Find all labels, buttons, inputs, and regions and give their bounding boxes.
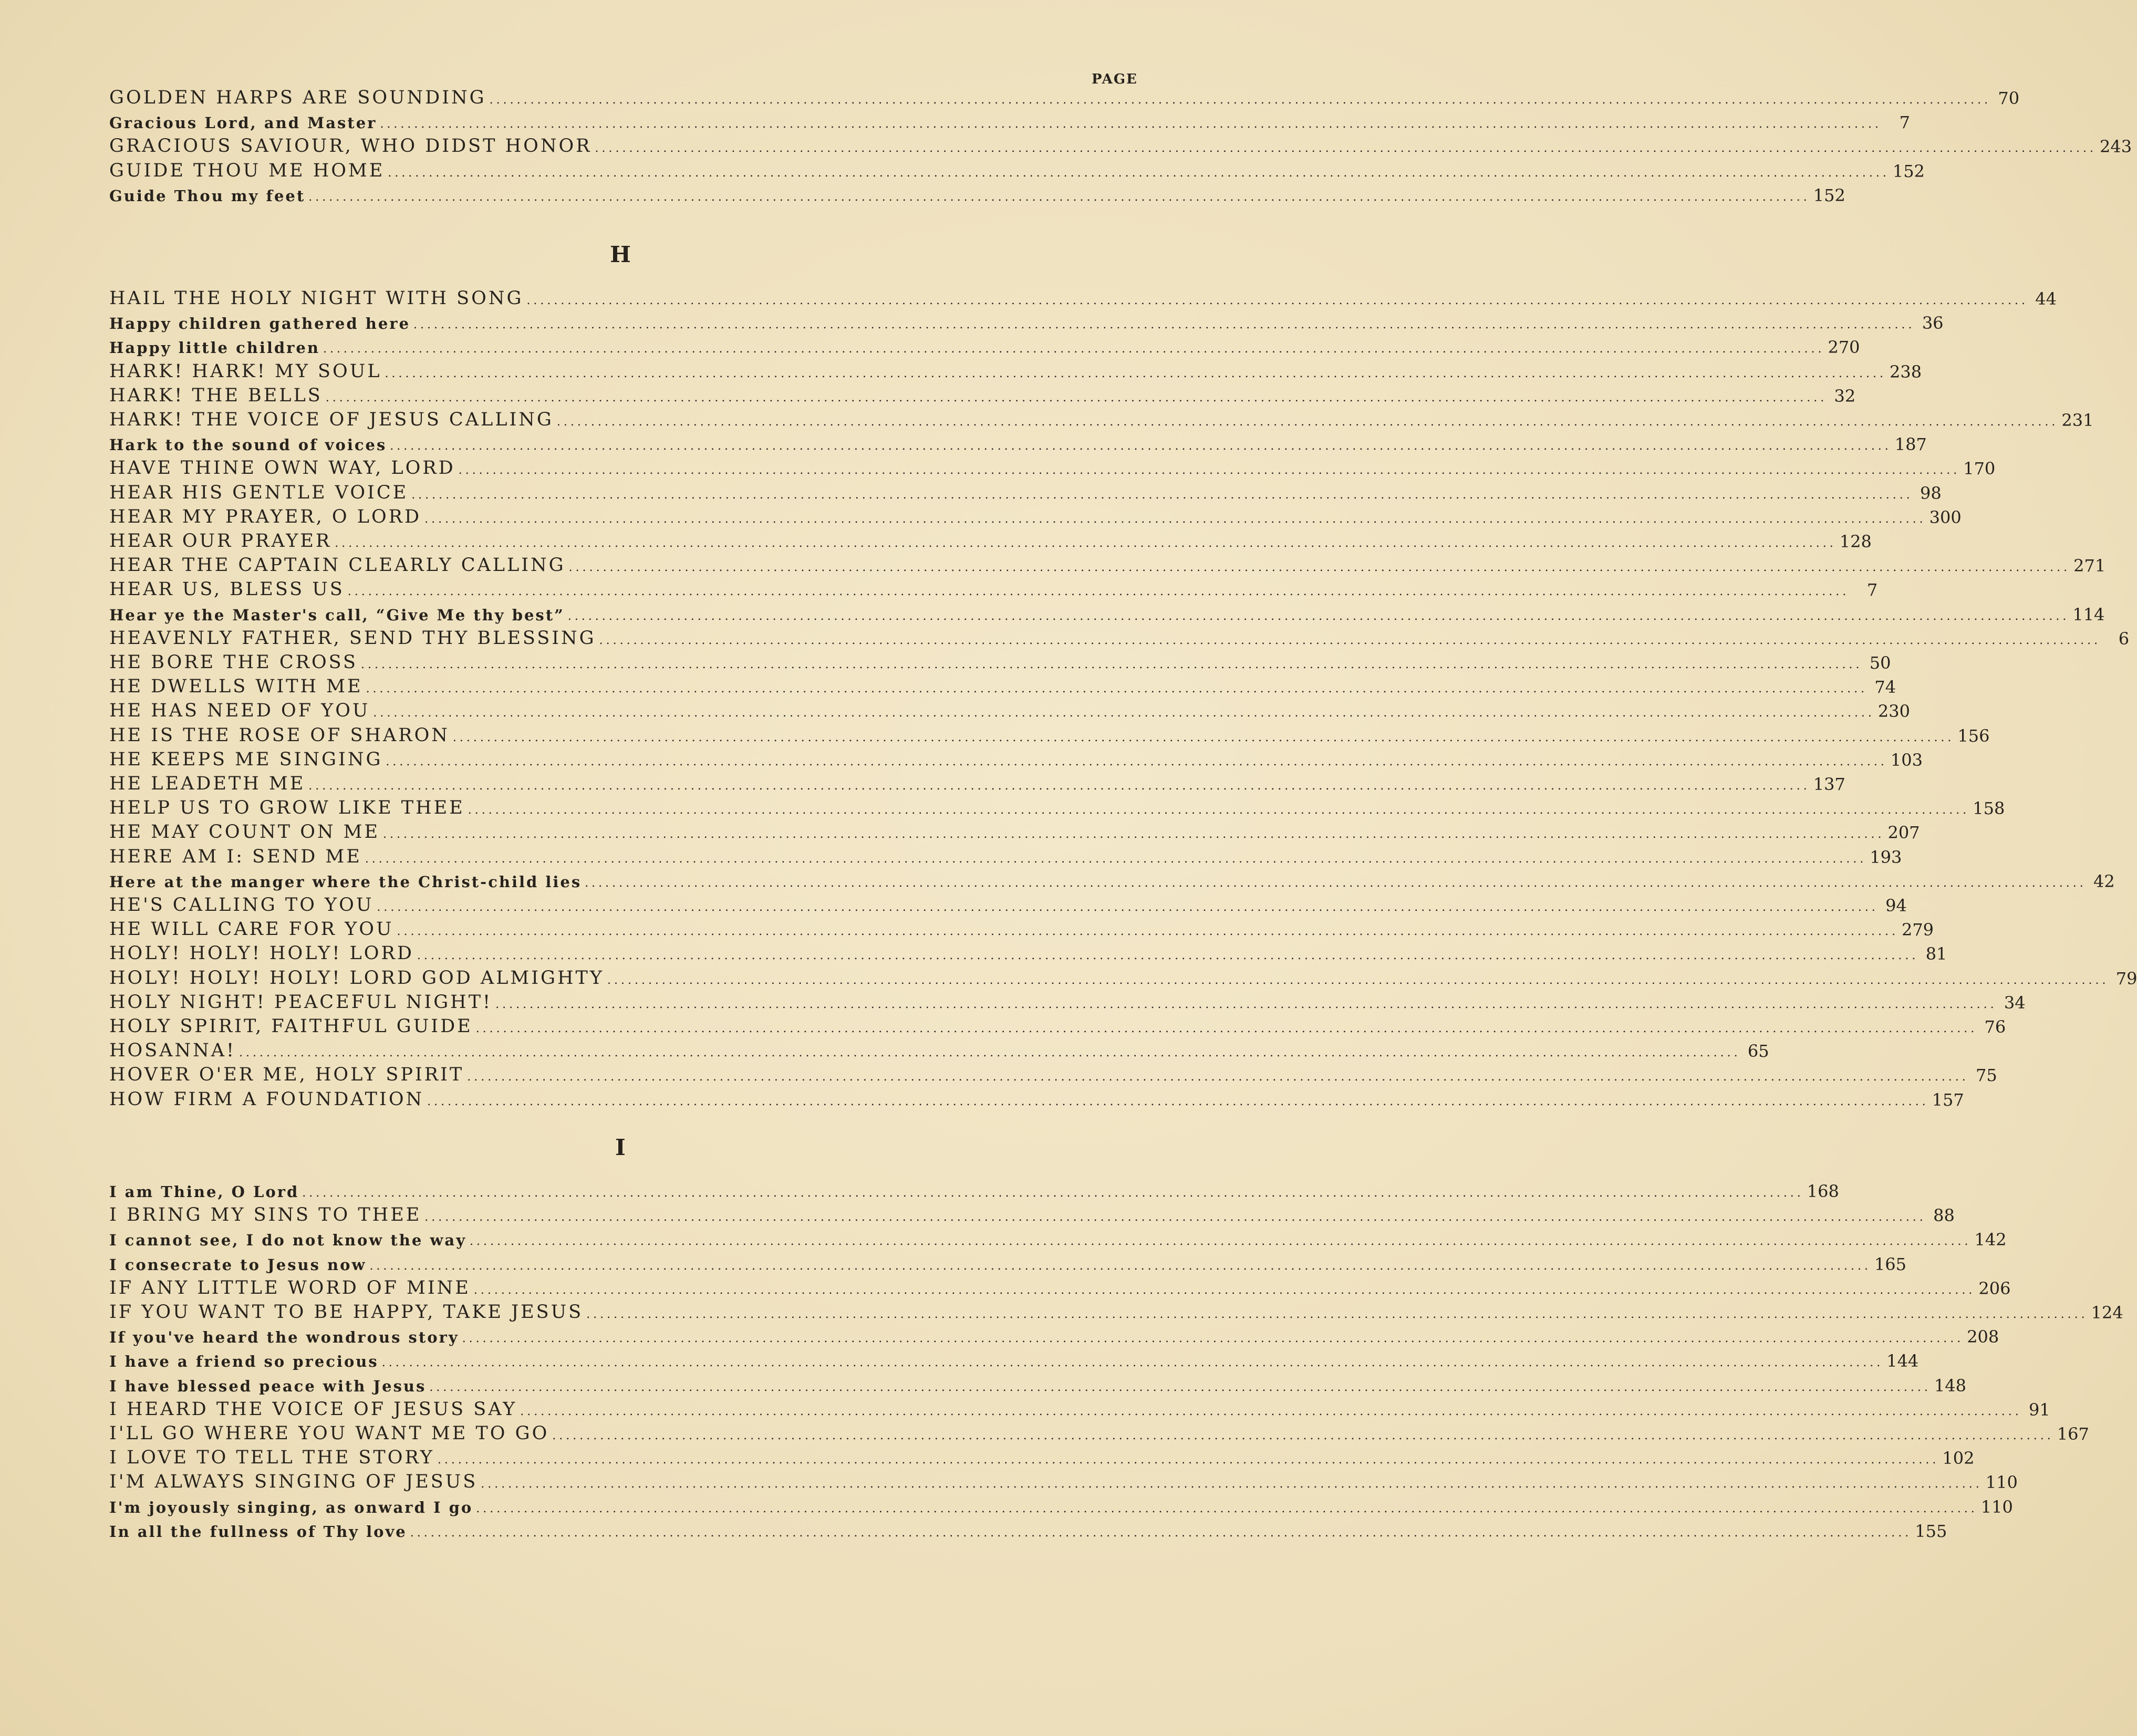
hymn-title: HE MAY COUNT ON ME xyxy=(109,822,380,843)
hymn-title: HE DWELLS WITH ME xyxy=(109,676,363,698)
page-number: 114 xyxy=(2072,604,2105,625)
page-number: 142 xyxy=(1974,1230,2007,1250)
index-entry xyxy=(109,843,1902,867)
dot-leader: ............................................................................................................................................................................................................................ xyxy=(437,1453,1939,1467)
index-entry xyxy=(109,382,1856,406)
dot-leader: ............................................................................................................................................................................................................................ xyxy=(481,1478,1983,1491)
hymn-title: GOLDEN HARPS ARE SOUNDING xyxy=(109,87,486,108)
index-entry xyxy=(109,746,1923,770)
dot-leader: ............................................................................................................................................................................................................................ xyxy=(239,1046,1741,1060)
page-number: 208 xyxy=(1967,1327,1999,1347)
dot-leader: ............................................................................................................................................................................................................................ xyxy=(470,1235,1972,1249)
page-number: 50 xyxy=(1869,653,1891,673)
hymn-title: HE HAS NEED OF YOU xyxy=(109,700,370,722)
dot-leader: ............................................................................................................................................................................................................................ xyxy=(468,804,1970,817)
index-entry xyxy=(109,1086,1964,1110)
index-entry xyxy=(109,309,1944,334)
index-entry xyxy=(109,673,1896,698)
index-entry xyxy=(109,1517,1947,1541)
page-column-label: PAGE xyxy=(1092,71,1138,87)
page-number: 144 xyxy=(1886,1351,1919,1371)
dot-leader: ............................................................................................................................................................................................................................ xyxy=(586,1308,2088,1321)
dot-leader: ............................................................................................................................................................................................................................ xyxy=(599,633,2101,647)
dot-leader: ............................................................................................................................................................................................................................ xyxy=(365,852,1867,866)
page-number: 152 xyxy=(1892,161,1925,181)
dot-leader: ............................................................................................................................................................................................................................ xyxy=(413,318,1915,332)
hymn-title: I have blessed peace with Jesus xyxy=(109,1377,427,1395)
dot-leader: ............................................................................................................................................................................................................................ xyxy=(373,706,1875,720)
dot-leader: ............................................................................................................................................................................................................................ xyxy=(385,367,1886,380)
dot-leader: ............................................................................................................................................................................................................................ xyxy=(526,294,2028,307)
dot-leader: ............................................................................................................................................................................................................................ xyxy=(585,876,2087,890)
index-entry xyxy=(109,108,1910,133)
hymn-title: HOLY! HOLY! HOLY! LORD GOD ALMIGHTY xyxy=(109,967,604,989)
hymn-title: Happy little children xyxy=(109,339,320,357)
index-entry xyxy=(109,527,1872,552)
index-entry xyxy=(109,1420,2089,1444)
page-number: 187 xyxy=(1894,434,1927,455)
hymn-title: HERE AM I: SEND ME xyxy=(109,846,362,867)
hymn-title: HE WILL CARE FOR YOU xyxy=(109,919,394,940)
index-entry xyxy=(109,818,1920,843)
dot-leader: ............................................................................................................................................................................................................................ xyxy=(386,755,1887,768)
index-entry xyxy=(109,916,1934,940)
index-entry xyxy=(109,1274,2011,1298)
hymn-title: Hear ye the Master's call, “Give Me thy best” xyxy=(109,606,565,624)
page-number: 193 xyxy=(1870,847,1902,867)
page-number: 65 xyxy=(1747,1041,1769,1062)
index-entry xyxy=(109,625,2130,649)
dot-leader: ............................................................................................................................................................................................................................ xyxy=(381,1356,1884,1370)
dot-leader: ............................................................................................................................................................................................................................ xyxy=(556,415,2059,429)
dot-leader: ............................................................................................................................................................................................................................ xyxy=(369,1259,1871,1273)
page-number: 165 xyxy=(1874,1254,1907,1274)
page-number: 76 xyxy=(1984,1017,2006,1037)
hymn-title: HARK! THE VOICE OF JESUS CALLING xyxy=(109,409,554,430)
hymn-title: I'LL GO WHERE YOU WANT ME TO GO xyxy=(109,1423,549,1444)
page-number: 148 xyxy=(1934,1375,1966,1396)
page-number: 207 xyxy=(1887,823,1920,843)
index-entry xyxy=(109,722,1990,746)
index-entry xyxy=(109,552,2106,576)
page-number: 124 xyxy=(2091,1303,2123,1323)
index-entry xyxy=(109,503,1962,527)
dot-leader: ............................................................................................................................................................................................................................ xyxy=(410,1526,1912,1540)
hymn-title: I am Thine, O Lord xyxy=(109,1183,299,1201)
dot-leader: ............................................................................................................................................................................................................................ xyxy=(397,925,1899,939)
hymn-title: HE KEEPS ME SINGING xyxy=(109,749,383,770)
index-entry xyxy=(109,84,2020,108)
hymn-title: HOSANNA! xyxy=(109,1040,236,1062)
index-entry xyxy=(109,1371,1966,1396)
page-number: 81 xyxy=(1925,944,1947,964)
page-number: 155 xyxy=(1915,1521,1947,1541)
index-entry xyxy=(109,1061,1997,1086)
index-entry xyxy=(109,358,1922,382)
dot-leader: ............................................................................................................................................................................................................................ xyxy=(323,342,1825,356)
index-entry xyxy=(109,181,1845,205)
dot-leader: ............................................................................................................................................................................................................................ xyxy=(302,1187,1804,1200)
hymn-title: HE IS THE ROSE OF SHARON xyxy=(109,724,450,746)
page-number: 34 xyxy=(2004,992,2026,1013)
hymn-title: HOW FIRM A FOUNDATION xyxy=(109,1088,424,1110)
page-number: 137 xyxy=(1813,774,1845,794)
index-entry xyxy=(109,1493,2013,1517)
hymn-title: I LOVE TO TELL THE STORY xyxy=(109,1447,434,1469)
page-number: 279 xyxy=(1901,920,1934,940)
page-number: 102 xyxy=(1942,1448,1975,1469)
hymn-title: HE LEADETH ME xyxy=(109,773,306,794)
page-number: 231 xyxy=(2061,410,2094,430)
hymn-title: HARK! THE BELLS xyxy=(109,384,323,406)
index-entry xyxy=(109,940,1947,964)
hymn-title: Here at the manger where the Christ-child lies xyxy=(109,872,582,891)
hymn-title: IF ANY LITTLE WORD OF MINE xyxy=(109,1277,471,1298)
dot-leader: ............................................................................................................................................................................................................................ xyxy=(520,1405,2022,1418)
dot-leader: ............................................................................................................................................................................................................................ xyxy=(462,1332,1964,1346)
dot-leader: ............................................................................................................................................................................................................................ xyxy=(383,828,1885,841)
dot-leader: ............................................................................................................................................................................................................................ xyxy=(424,1211,1926,1224)
index-entry xyxy=(109,794,2005,819)
page-number: 7 xyxy=(1899,112,1910,133)
dot-leader: ............................................................................................................................................................................................................................ xyxy=(567,609,2070,623)
hymn-title: HAVE THINE OWN WAY, LORD xyxy=(109,458,455,479)
page-number: 158 xyxy=(1973,798,2005,819)
dot-leader: ............................................................................................................................................................................................................................ xyxy=(361,658,1863,671)
index-entry xyxy=(109,333,1860,358)
hymn-title: I'M ALWAYS SINGING OF JESUS xyxy=(109,1471,478,1493)
page-number: 206 xyxy=(1978,1278,2011,1298)
index-entry xyxy=(109,770,1845,794)
page-number: 98 xyxy=(1920,483,1942,503)
hymn-title: HEAR HIS GENTLE VOICE xyxy=(109,482,409,503)
hymn-title: HAIL THE HOLY NIGHT WITH SONG xyxy=(109,288,524,309)
hymn-title: HEAR MY PRAYER, O LORD xyxy=(109,506,422,527)
hymn-title: I consecrate to Jesus now xyxy=(109,1255,367,1274)
hymn-title: HOLY SPIRIT, FAITHFUL GUIDE xyxy=(109,1016,473,1037)
dot-leader: ............................................................................................................................................................................................................................ xyxy=(552,1429,2054,1442)
page-number: 88 xyxy=(1933,1205,1955,1226)
index-entry xyxy=(109,964,2137,989)
page-number: 42 xyxy=(2093,871,2115,891)
hymn-title: HE BORE THE CROSS xyxy=(109,652,358,673)
index-entry xyxy=(109,1323,1999,1347)
hymn-title: I cannot see, I do not know the way xyxy=(109,1231,467,1250)
index-entry xyxy=(109,1298,2123,1323)
hymn-title: HEAR OUR PRAYER xyxy=(109,531,332,552)
index-entry xyxy=(109,406,2094,430)
hymn-title: HEAR US, BLESS US xyxy=(109,579,345,600)
dot-leader: ............................................................................................................................................................................................................................ xyxy=(458,464,1960,477)
page-number: 230 xyxy=(1877,701,1910,722)
dot-leader: ............................................................................................................................................................................................................................ xyxy=(411,488,1913,502)
page-number: 103 xyxy=(1890,750,1923,770)
dot-leader: ............................................................................................................................................................................................................................ xyxy=(417,949,1919,963)
index-entry xyxy=(109,285,2057,309)
dot-leader: ............................................................................................................................................................................................................................ xyxy=(335,537,1837,550)
page-number: 271 xyxy=(2073,556,2106,576)
dot-leader: ............................................................................................................................................................................................................................ xyxy=(467,1070,1969,1084)
hymn-title: IF YOU WANT TO BE HAPPY, TAKE JESUS xyxy=(109,1302,584,1323)
hymn-title: Guide Thou my feet xyxy=(109,186,306,205)
index-entry xyxy=(109,989,2026,1013)
index-entry xyxy=(109,1444,1975,1469)
index-entry xyxy=(109,1201,1955,1226)
index-entry xyxy=(109,600,2105,625)
dot-leader: ............................................................................................................................................................................................................................ xyxy=(476,1502,1978,1515)
dot-leader: ............................................................................................................................................................................................................................ xyxy=(607,973,2109,987)
index-entry xyxy=(109,1347,1919,1371)
dot-leader: ............................................................................................................................................................................................................................ xyxy=(473,1283,1976,1297)
dot-leader: ............................................................................................................................................................................................................................ xyxy=(475,1022,1978,1035)
hymn-title: I BRING MY SINS TO THEE xyxy=(109,1204,422,1226)
hymn-title: I'm joyously singing, as onward I go xyxy=(109,1498,473,1516)
hymn-title: HARK! HARK! MY SOUL xyxy=(109,360,382,382)
index-entry xyxy=(109,867,2115,891)
page-number: 157 xyxy=(1932,1089,1964,1110)
index-entry xyxy=(109,697,1910,722)
page-number: 7 xyxy=(1866,580,1878,600)
index-entry xyxy=(109,479,1942,503)
index-entry xyxy=(109,1225,2007,1250)
hymn-title: If you've heard the wondrous story xyxy=(109,1328,459,1347)
dot-leader: ............................................................................................................................................................................................................................ xyxy=(568,561,2071,575)
index-entry xyxy=(109,891,1907,916)
index-entry xyxy=(109,1013,2006,1037)
page-number: 128 xyxy=(1839,532,1872,552)
dot-leader: ............................................................................................................................................................................................................................ xyxy=(429,1380,1931,1394)
section-letter-h: H xyxy=(610,242,632,267)
page-number: 6 xyxy=(2118,628,2130,649)
dot-leader: ............................................................................................................................................................................................................................ xyxy=(427,1095,1929,1108)
hymn-title: I HEARD THE VOICE OF JESUS SAY xyxy=(109,1398,517,1420)
index-entry xyxy=(109,1177,1839,1201)
index-entry xyxy=(109,576,1878,600)
index-entry xyxy=(109,1468,2018,1493)
page-number: 44 xyxy=(2035,289,2057,309)
dot-leader: ............................................................................................................................................................................................................................ xyxy=(377,901,1879,914)
hymn-title: Happy children gathered here xyxy=(109,315,411,333)
page-number: 238 xyxy=(1889,361,1922,382)
dot-leader: ............................................................................................................................................................................................................................ xyxy=(489,93,1991,107)
page-number: 156 xyxy=(1957,725,1990,746)
section-letter-i: I xyxy=(615,1135,627,1160)
index-entry xyxy=(109,649,1891,673)
page-number: 79 xyxy=(2115,968,2137,989)
hymn-title: GUIDE THOU ME HOME xyxy=(109,160,385,181)
page-number: 270 xyxy=(1828,337,1860,358)
index-entry xyxy=(109,430,1927,455)
hymn-title: I have a friend so precious xyxy=(109,1353,379,1371)
page-number: 170 xyxy=(1963,459,1996,479)
hymn-title: Gracious Lord, and Master xyxy=(109,114,377,132)
hymn-title: HOVER O'ER ME, HOLY SPIRIT xyxy=(109,1064,464,1086)
page-number: 110 xyxy=(1980,1496,2013,1517)
dot-leader: ............................................................................................................................................................................................................................ xyxy=(325,391,1828,404)
page-number: 243 xyxy=(2100,137,2132,157)
page-number: 70 xyxy=(1998,88,2020,108)
index-entry xyxy=(109,454,1996,479)
dot-leader: ............................................................................................................................................................................................................................ xyxy=(495,997,1997,1011)
dot-leader: ............................................................................................................................................................................................................................ xyxy=(595,142,2097,155)
page-number: 300 xyxy=(1929,507,1962,527)
page-number: 94 xyxy=(1885,896,1907,916)
dot-leader: ............................................................................................................................................................................................................................ xyxy=(424,512,1926,526)
dot-leader: ............................................................................................................................................................................................................................ xyxy=(308,779,1810,793)
dot-leader: ............................................................................................................................................................................................................................ xyxy=(366,682,1868,696)
dot-leader: ............................................................................................................................................................................................................................ xyxy=(347,585,1850,599)
hymn-title: Hark to the sound of voices xyxy=(109,436,387,454)
hymn-title: HELP US TO GROW LIKE THEE xyxy=(109,797,465,819)
page-number: 74 xyxy=(1874,677,1896,698)
hymn-title: In all the fullness of Thy love xyxy=(109,1522,407,1541)
page-number: 75 xyxy=(1976,1065,1997,1086)
page-number: 167 xyxy=(2057,1424,2089,1444)
dot-leader: ............................................................................................................................................................................................................................ xyxy=(388,166,1890,180)
hymn-title: HOLY NIGHT! PEACEFUL NIGHT! xyxy=(109,991,493,1013)
page-number: 168 xyxy=(1807,1181,1839,1201)
index-entry xyxy=(109,157,1925,181)
dot-leader: ............................................................................................................................................................................................................................ xyxy=(390,440,1892,453)
page-number: 32 xyxy=(1834,386,1856,406)
dot-leader: ............................................................................................................................................................................................................................ xyxy=(308,190,1810,204)
dot-leader: ............................................................................................................................................................................................................................ xyxy=(452,731,1955,744)
dot-leader: ............................................................................................................................................................................................................................ xyxy=(380,118,1882,131)
index-entry xyxy=(109,1037,1769,1062)
hymn-title: GRACIOUS SAVIOUR, WHO DIDST HONOR xyxy=(109,136,592,157)
page-number: 152 xyxy=(1813,185,1845,205)
index-entry xyxy=(109,1250,1907,1274)
hymn-title: HOLY! HOLY! HOLY! LORD xyxy=(109,943,414,964)
hymn-title: HEAVENLY FATHER, SEND THY BLESSING xyxy=(109,627,596,649)
hymn-title: HEAR THE CAPTAIN CLEARLY CALLING xyxy=(109,555,566,576)
index-entry xyxy=(109,1396,2050,1420)
index-entry xyxy=(109,132,2132,157)
hymn-title: HE'S CALLING TO YOU xyxy=(109,895,374,916)
page-number: 91 xyxy=(2029,1399,2050,1420)
page-number: 110 xyxy=(1985,1472,2018,1493)
page-number: 36 xyxy=(1922,313,1944,334)
